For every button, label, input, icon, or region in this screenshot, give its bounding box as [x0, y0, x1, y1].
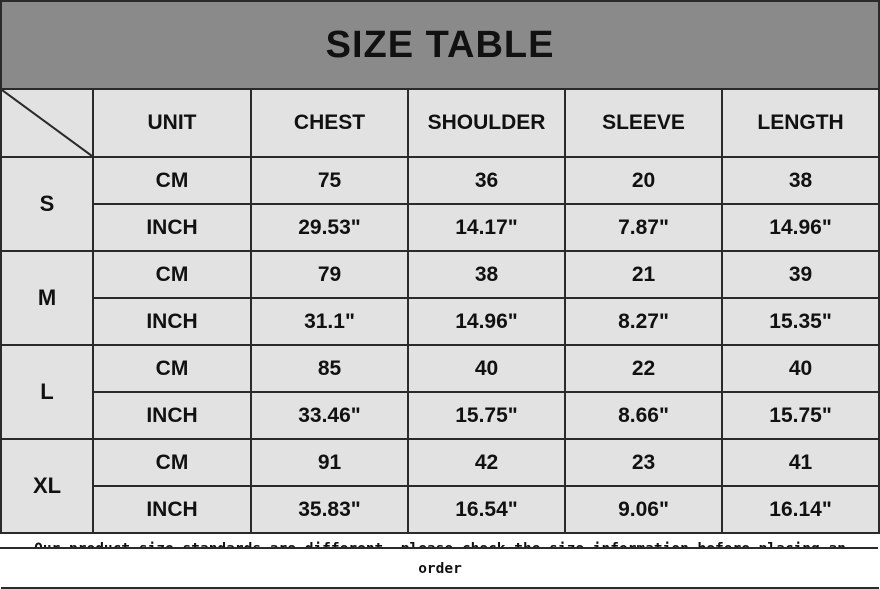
unit-cm-m: CM — [93, 251, 251, 298]
table-row — [1, 392, 879, 439]
chest-cm-m: 79 — [251, 251, 408, 298]
column-header-chest: CHEST — [251, 89, 408, 157]
chest-inch-s: 29.53" — [251, 204, 408, 251]
column-header-sleeve: SLEEVE — [565, 89, 722, 157]
column-header-unit: UNIT — [93, 89, 251, 157]
length-inch-s: 14.96" — [722, 204, 879, 251]
length-cm-l: 40 — [722, 345, 879, 392]
bottom-divider — [0, 547, 878, 561]
shoulder-cm-xl: 42 — [408, 439, 565, 486]
unit-inch-l: INCH — [93, 392, 251, 439]
sleeve-inch-s: 7.87" — [565, 204, 722, 251]
length-inch-l: 15.75" — [722, 392, 879, 439]
shoulder-inch-s: 14.17" — [408, 204, 565, 251]
column-header-length: LENGTH — [722, 89, 879, 157]
size-label-xl: XL — [1, 439, 93, 533]
length-cm-s: 38 — [722, 157, 879, 204]
unit-inch-xl: INCH — [93, 486, 251, 533]
chest-inch-xl: 35.83" — [251, 486, 408, 533]
length-inch-xl: 16.14" — [722, 486, 879, 533]
sleeve-cm-s: 20 — [565, 157, 722, 204]
shoulder-cm-l: 40 — [408, 345, 565, 392]
table-row — [1, 251, 879, 298]
shoulder-cm-m: 38 — [408, 251, 565, 298]
chest-inch-m: 31.1" — [251, 298, 408, 345]
sleeve-cm-xl: 23 — [565, 439, 722, 486]
size-note: order — [1, 533, 879, 588]
chest-inch-l: 33.46" — [251, 392, 408, 439]
length-cm-xl: 41 — [722, 439, 879, 486]
table-header-row — [1, 89, 879, 157]
table-row — [1, 298, 879, 345]
table-row — [1, 157, 879, 204]
chest-cm-s: 75 — [251, 157, 408, 204]
sleeve-inch-xl: 9.06" — [565, 486, 722, 533]
shoulder-cm-s: 36 — [408, 157, 565, 204]
column-header-shoulder: SHOULDER — [408, 89, 565, 157]
corner-cell — [1, 89, 93, 157]
unit-inch-m: INCH — [93, 298, 251, 345]
chest-cm-xl: 91 — [251, 439, 408, 486]
length-cm-m: 39 — [722, 251, 879, 298]
page-title: SIZE TABLE — [1, 1, 879, 89]
length-inch-m: 15.35" — [722, 298, 879, 345]
shoulder-inch-l: 15.75" — [408, 392, 565, 439]
table-row — [1, 345, 879, 392]
title-row — [1, 1, 879, 89]
unit-inch-s: INCH — [93, 204, 251, 251]
unit-cm-l: CM — [93, 345, 251, 392]
table-row — [1, 486, 879, 533]
size-label-l: L — [1, 345, 93, 439]
sleeve-inch-l: 8.66" — [565, 392, 722, 439]
size-label-m: M — [1, 251, 93, 345]
unit-cm-s: CM — [93, 157, 251, 204]
chest-cm-l: 85 — [251, 345, 408, 392]
table-row — [1, 439, 879, 486]
shoulder-inch-xl: 16.54" — [408, 486, 565, 533]
table-row — [1, 204, 879, 251]
diagonal-divider-icon — [2, 90, 92, 156]
unit-cm-xl: CM — [93, 439, 251, 486]
sleeve-inch-m: 8.27" — [565, 298, 722, 345]
sleeve-cm-l: 22 — [565, 345, 722, 392]
sleeve-cm-m: 21 — [565, 251, 722, 298]
size-label-s: S — [1, 157, 93, 251]
shoulder-inch-m: 14.96" — [408, 298, 565, 345]
